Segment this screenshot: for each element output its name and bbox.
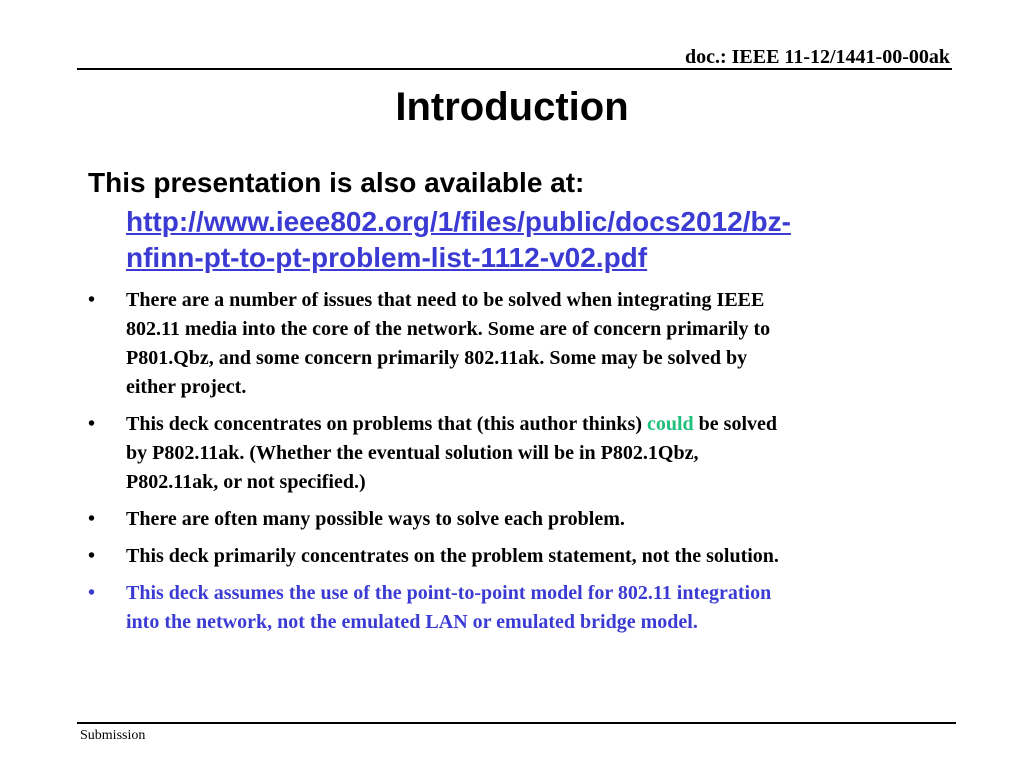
bullet-text (126, 579, 928, 637)
highlight-could: could (646, 413, 694, 435)
bullet-icon: • (88, 582, 96, 604)
bullet-item-many-ways (88, 505, 928, 534)
bullet-text-line: 802.11 media into the core of the network. Some are of concern primarily to (126, 318, 771, 340)
bullet-text-line: There are often many possible ways to solve each problem. (126, 508, 625, 530)
bullet-text-line (126, 410, 928, 439)
bullet-text (126, 410, 928, 497)
bullet-text-segment: This deck concentrates on problems that (this author thinks) (126, 413, 647, 435)
bullet-item-deck-focus (88, 410, 928, 497)
bullet-text-line: This deck primarily concentrates on the problem statement, not the solution. (126, 545, 779, 567)
bullet-text-line: into the network, not the emulated LAN or emulated bridge model. (126, 611, 698, 633)
document-id: doc.: IEEE 11-12/1441-00-00ak (684, 46, 950, 68)
bullet-text (126, 286, 928, 402)
bullet-text-line: by P802.11ak. (Whether the eventual solution will be in P802.1Qbz, (126, 442, 699, 464)
bullet-text-line: either project. (126, 376, 247, 398)
bullet-item-problem-statement (88, 542, 928, 571)
bullet-text-line: P801.Qbz, and some concern primarily 802.11ak. Some may be solved by (126, 347, 748, 369)
bullet-item-issues (88, 286, 928, 402)
bullet-icon: • (88, 545, 96, 567)
footer-submission-label: Submission (80, 728, 146, 743)
bullet-text-segment: be solved (693, 413, 778, 435)
bullet-icon: • (88, 508, 96, 530)
bullet-text-line: P802.11ak, or not specified.) (126, 471, 366, 493)
presentation-link[interactable] (126, 204, 926, 276)
bullet-icon: • (88, 413, 96, 435)
bullet-item-point-to-point (88, 579, 928, 637)
header-divider (77, 68, 952, 70)
bullet-icon: • (88, 289, 96, 311)
presentation-link-line-1[interactable]: http://www.ieee802.org/1/files/public/docs2012/bz- (126, 206, 791, 237)
bullet-text (126, 542, 928, 571)
availability-heading: This presentation is also available at: (88, 167, 585, 198)
bullet-text (126, 505, 928, 534)
bullet-list (88, 286, 928, 645)
slide-title: Introduction (395, 85, 629, 129)
bullet-text-line: This deck assumes the use of the point-to-point model for 802.11 integration (126, 582, 772, 604)
footer-divider (77, 722, 956, 724)
presentation-link-line-2[interactable]: nfinn-pt-to-pt-problem-list-1112-v02.pdf (126, 242, 648, 273)
bullet-text-line: There are a number of issues that need to be solved when integrating IEEE (126, 289, 765, 311)
